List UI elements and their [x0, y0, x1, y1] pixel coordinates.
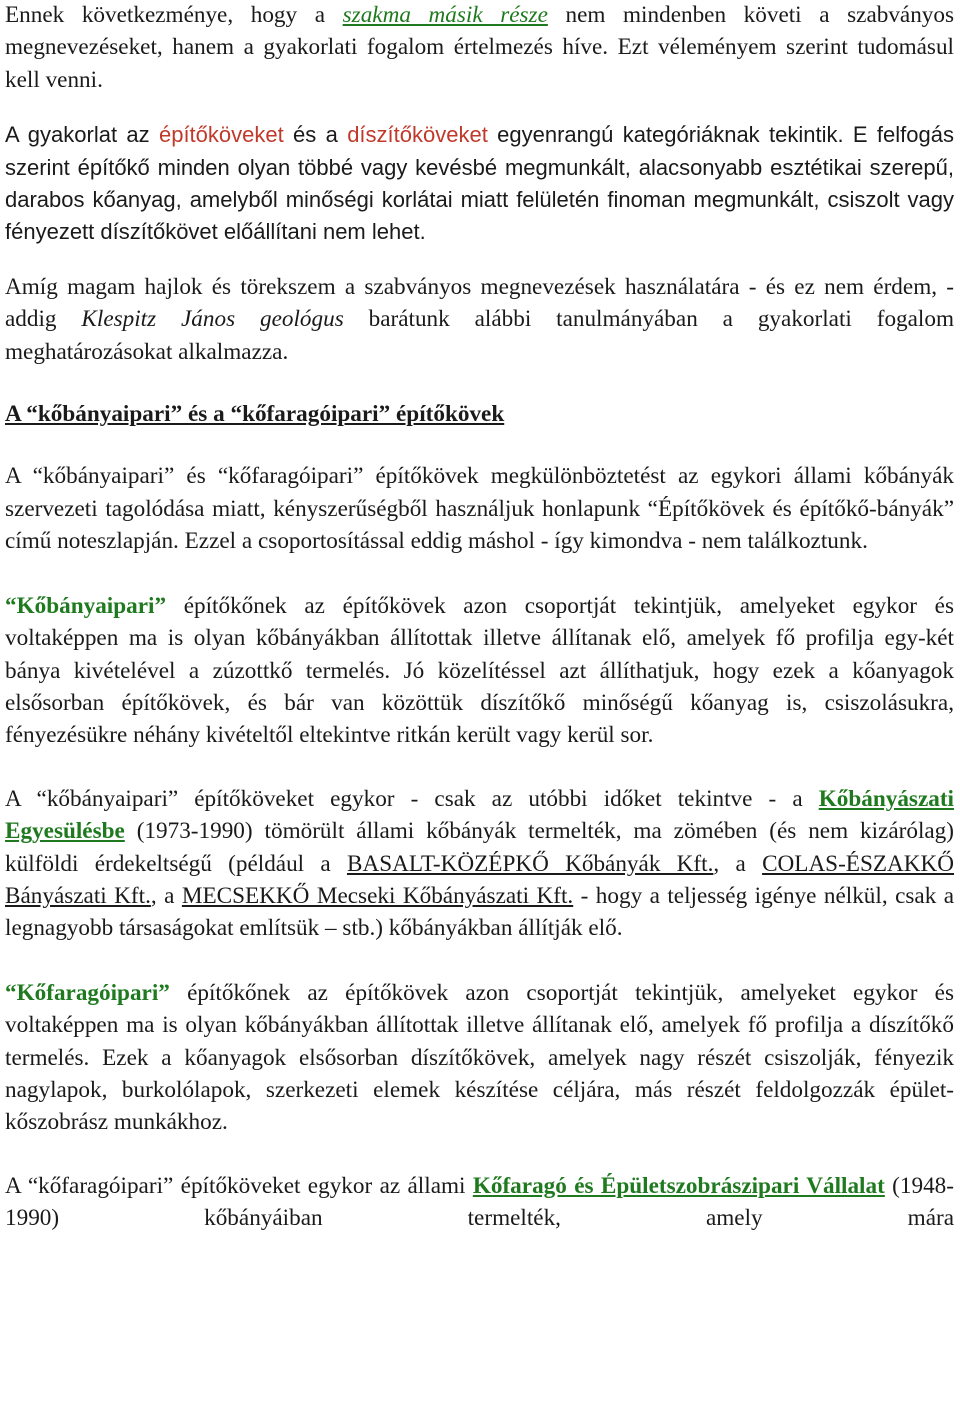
text: - hogy a teljesség igénye nélkül, csak a legnagyobb társaságokat említsük – stb.) kőbányákban állítják elő.	[5, 882, 955, 942]
distinction-paragraph: A “kőbányaipari” és “kőfaragóipari” építőkövek megkülönböztetést az egykori állami kőbányák szervezeti tagolódása miatt, kényszerűségből használjuk honlapunk “Építőkövek és építőkő-bányák” című noteszlapján. Ezzel a csoportosítással eddig máshol - így kimondva - nem találkoztunk.	[5, 463, 954, 555]
text: barátunk alábbi tanulmányában a gyakorlati fogalom meghatározásokat alkalmazza.	[5, 306, 954, 365]
colas-eszakko-link[interactable]: COLAS-ÉSZAKKŐ Bányászati Kft.	[5, 850, 955, 909]
mecsekko-link[interactable]: MECSEKKŐ Mecseki Kőbányászati Kft.	[181, 882, 574, 909]
companies-paragraph	[5, 783, 954, 945]
text: , a	[713, 850, 763, 877]
text: A gyakorlat az	[5, 122, 159, 148]
text: E felfogás szerint építőkő minden olyan többé vagy kevésbé megmunkált, alacsonyabb esztétikai szerepű, darabos kőanyag, amelyből minőségi korlátai miatt felületén finoman megmunkált, csiszolt vagy fényezett díszítőkövet előállítani nem lehet.	[5, 122, 954, 245]
intro-paragraph	[5, 0, 954, 96]
text: A “kőbányaipari” építőköveket egykor - csak az utóbbi időket tekintve - a	[5, 785, 819, 812]
text: (1948-1990) kőbányáiban termelték, amely mára	[5, 1172, 954, 1232]
text: A “kőfaragóipari” építőköveket egykor az állami	[5, 1172, 473, 1199]
author-paragraph	[5, 271, 954, 368]
text: egyenrangú kategóriáknak tekintik.	[487, 122, 844, 148]
text: Amíg magam hajlok és törekszem a szabványos megnevezések használatára - és ez nem érdem, - addig	[5, 273, 954, 333]
section-heading: A “kőbányaipari” és a “kőfaragóipari” építőkövek	[5, 401, 505, 428]
text: (1973-1990) tömörült állami kőbányák termelték, ma zömében (és nem kizárólag) külföldi érdekeltségű (például a	[5, 818, 954, 877]
kobanyaipari-paragraph	[5, 590, 954, 752]
text: , a	[150, 882, 182, 909]
text: építőkőnek az építőkövek azon csoportját tekintjük, amelyeket egykor és voltaképpen ma is olyan kőbányákban állítottak illetve állítanak elő, amelyek fő profilja egy-két bánya kivételével a zúzottkő termelés. Jó közelítéssel azt állíthatjuk, hogy ezek a kőanyagok elsősorban építőkövek, és bár van közöttük díszítőkő minőségű kőanyag is, csiszolásukra, fényezésükre néhány kivételtől eltekintve ritkán került vagy kerül sor.	[5, 592, 954, 749]
practice-paragraph	[5, 119, 954, 249]
kofaragoipari-term: “Kőfaragóipari”	[5, 979, 170, 1006]
kobanyaipari-term: “Kőbányaipari”	[5, 592, 167, 619]
text: építőkőnek az építőkövek azon csoportját tekintjük, amelyeket egykor és voltaképpen ma is olyan kőbányákban állítottak illetve állítanak elő, amelyek fő profilja a díszítőkő termelés. Ezek a kőanyagok elsősorban díszítőkövek, amelyek nagy részét csiszolják, fényezik nagylapok, burkolólapok, szerkezeti elemek készítése céljára, más részét feldolgozzák épület-kőszobrász munkákhoz.	[5, 979, 954, 1136]
text: nem mindenben követi a szabványos megnevezéseket, hanem a gyakorlati fogalom értelmezés híve. Ezt véleményem szerint tudomásul kell venni.	[5, 2, 955, 93]
text: Ennek következménye, hogy a	[5, 2, 343, 28]
kobanyaszati-egyesules-link[interactable]: Kőbányászati Egyesülésbe	[5, 785, 954, 845]
kofarago-vallalat-link[interactable]: Kőfaragó és Épületszobrászipari Vállalat	[472, 1172, 885, 1199]
diszitokovek-term: díszítőköveket	[347, 122, 488, 148]
epitokovek-term: építőköveket	[158, 122, 284, 148]
kofaragoipari-paragraph	[5, 977, 954, 1139]
basalt-kozepko-link[interactable]: BASALT-KÖZÉPKŐ Kőbányák Kft.	[346, 850, 714, 877]
klespitz-name: Klespitz János geológus	[81, 306, 344, 333]
szakma-masik-resze-link[interactable]: szakma másik része	[342, 2, 548, 28]
state-company-paragraph	[5, 1170, 954, 1235]
text: és a	[283, 122, 348, 148]
